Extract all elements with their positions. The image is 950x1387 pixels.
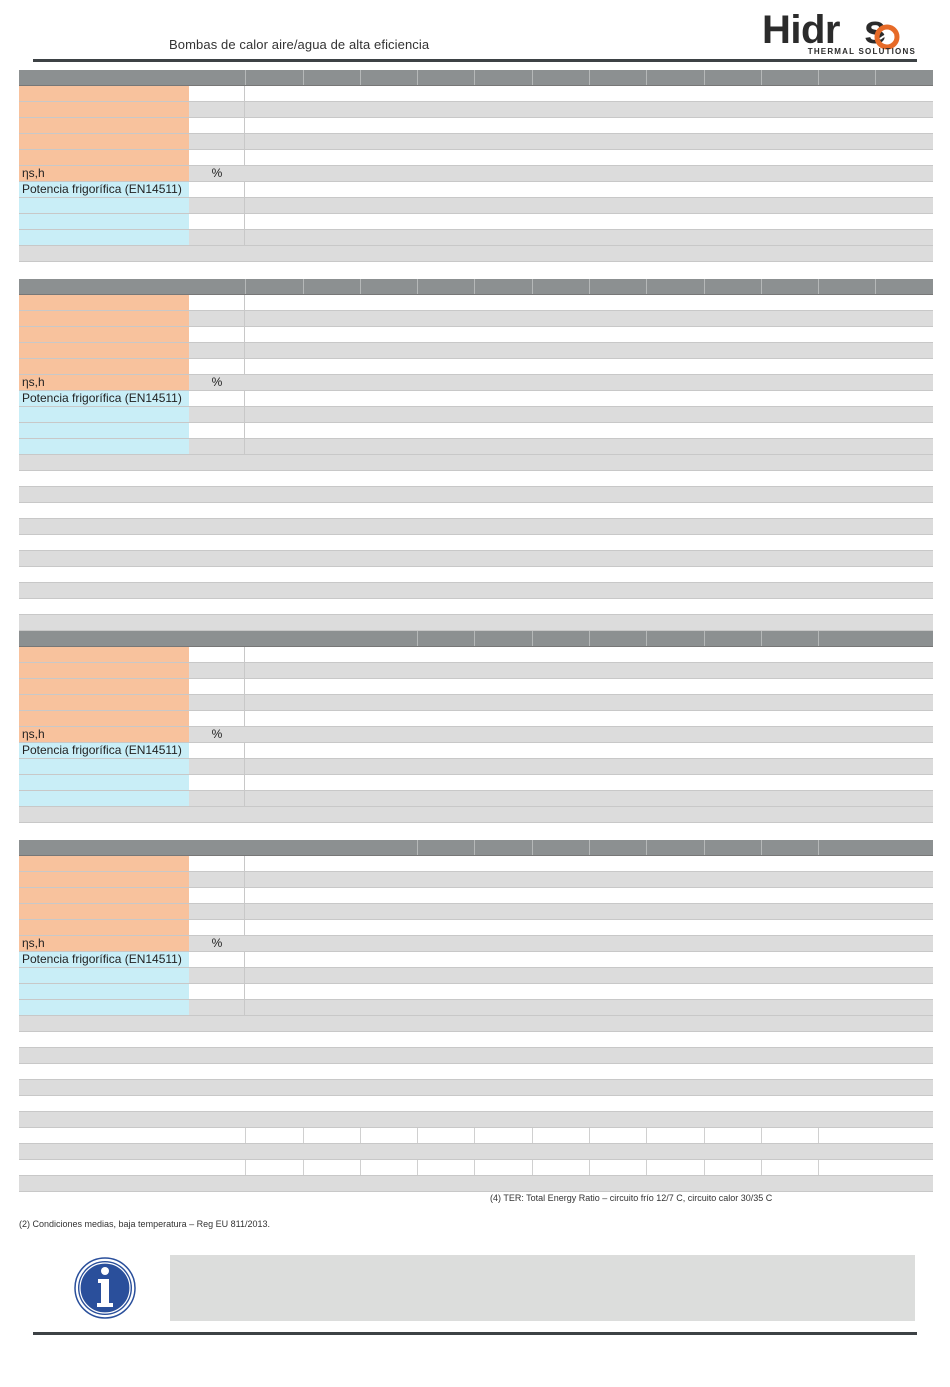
unit-cell — [189, 695, 245, 710]
column-dividers — [19, 631, 933, 646]
column-divider — [245, 1160, 246, 1175]
row-label — [19, 904, 189, 919]
table-row — [19, 311, 933, 327]
column-divider — [532, 1160, 533, 1175]
brand-logo — [762, 8, 920, 58]
column-divider — [875, 70, 876, 85]
table-row — [19, 1064, 933, 1080]
column-divider — [532, 840, 533, 855]
unit-cell — [189, 134, 245, 149]
table-row — [19, 727, 933, 743]
table-row — [19, 1160, 933, 1176]
column-dividers — [19, 840, 933, 855]
row-label — [19, 343, 189, 358]
column-divider — [646, 279, 647, 294]
column-divider — [761, 1128, 762, 1143]
unit-cell — [189, 711, 245, 726]
unit-cell — [189, 407, 245, 422]
table-row — [19, 711, 933, 727]
table-row — [19, 423, 933, 439]
column-divider — [589, 70, 590, 85]
row-label-efficiency: ηs,h — [19, 936, 189, 951]
column-divider — [474, 840, 475, 855]
row-label-cooling-capacity: Potencia frigorífica (EN14511) — [19, 391, 189, 406]
row-label — [19, 102, 189, 117]
unit-cell — [189, 359, 245, 374]
table-row — [19, 1128, 933, 1144]
table-row — [19, 439, 933, 455]
column-divider — [704, 840, 705, 855]
table-row — [19, 743, 933, 759]
unit-cell — [189, 391, 245, 406]
unit-cell — [189, 920, 245, 935]
header-rule — [33, 59, 917, 62]
column-divider — [245, 279, 246, 294]
column-divider — [417, 70, 418, 85]
row-label — [19, 295, 189, 310]
unit-cell — [189, 743, 245, 758]
column-divider — [360, 70, 361, 85]
column-divider — [474, 1160, 475, 1175]
column-divider — [818, 70, 819, 85]
unit-cell — [189, 904, 245, 919]
logo-wordmark: Hidr s — [762, 8, 886, 52]
unit-cell — [189, 759, 245, 774]
table-row — [19, 1016, 933, 1032]
table-row — [19, 455, 933, 471]
column-divider — [818, 631, 819, 646]
table-row — [19, 407, 933, 423]
table-row — [19, 775, 933, 791]
column-divider — [360, 1128, 361, 1143]
table-row — [19, 535, 933, 551]
table-row — [19, 856, 933, 872]
row-label — [19, 663, 189, 678]
logo-tagline: THERMAL SOLUTIONS — [807, 47, 916, 56]
unit-cell — [189, 791, 245, 806]
row-label-cooling-capacity: Potencia frigorífica (EN14511) — [19, 952, 189, 967]
table-row — [19, 1048, 933, 1064]
unit-cell — [189, 984, 245, 999]
column-divider — [761, 70, 762, 85]
column-divider — [417, 840, 418, 855]
column-divider — [704, 1128, 705, 1143]
table-row — [19, 904, 933, 920]
unit-cell: % — [211, 375, 223, 389]
unit-cell — [189, 872, 245, 887]
table-row — [19, 246, 933, 262]
table-row — [19, 182, 933, 198]
row-label — [19, 647, 189, 662]
table-row — [19, 1080, 933, 1096]
unit-cell — [189, 647, 245, 662]
table-row — [19, 952, 933, 968]
column-divider — [474, 631, 475, 646]
column-divider — [761, 840, 762, 855]
column-divider — [360, 279, 361, 294]
column-divider — [303, 279, 304, 294]
table-row — [19, 343, 933, 359]
unit-cell — [189, 327, 245, 342]
table-row — [19, 615, 933, 631]
table-row — [19, 1112, 933, 1128]
column-divider — [589, 840, 590, 855]
row-label — [19, 214, 189, 229]
column-divider — [818, 1128, 819, 1143]
row-label — [19, 791, 189, 806]
table-row — [19, 150, 933, 166]
table-row — [19, 230, 933, 246]
unit-cell — [189, 295, 245, 310]
unit-cell — [189, 182, 245, 197]
table-row — [19, 791, 933, 807]
unit-cell — [189, 663, 245, 678]
row-label — [19, 327, 189, 342]
unit-cell — [189, 214, 245, 229]
table-row — [19, 295, 933, 311]
column-divider — [818, 840, 819, 855]
row-label-efficiency: ηs,h — [19, 727, 189, 742]
column-divider — [589, 1128, 590, 1143]
row-label-efficiency: ηs,h — [19, 375, 189, 390]
row-label — [19, 86, 189, 101]
table-row — [19, 984, 933, 1000]
column-divider — [761, 1160, 762, 1175]
row-label — [19, 407, 189, 422]
table-row — [19, 599, 933, 615]
table-row — [19, 968, 933, 984]
row-label-cooling-capacity: Potencia frigorífica (EN14511) — [19, 743, 189, 758]
column-divider — [303, 1160, 304, 1175]
column-divider — [532, 279, 533, 294]
column-divider — [417, 279, 418, 294]
table-row — [19, 327, 933, 343]
row-label — [19, 439, 189, 454]
table-row — [19, 198, 933, 214]
table-row — [19, 551, 933, 567]
unit-cell — [189, 343, 245, 358]
column-divider — [245, 70, 246, 85]
column-divider — [646, 1128, 647, 1143]
column-divider — [589, 631, 590, 646]
row-label — [19, 888, 189, 903]
column-divider — [360, 1160, 361, 1175]
table-row — [19, 375, 933, 391]
column-divider — [818, 279, 819, 294]
table-row — [19, 134, 933, 150]
table-row — [19, 503, 933, 519]
column-divider — [589, 1160, 590, 1175]
column-divider — [589, 279, 590, 294]
row-label — [19, 423, 189, 438]
unit-cell — [189, 968, 245, 983]
unit-cell — [189, 888, 245, 903]
row-label — [19, 711, 189, 726]
footnote-4: (4) TER: Total Energy Ratio – circuito frío 12/7 C, circuito calor 30/35 C — [490, 1193, 773, 1203]
unit-cell — [189, 86, 245, 101]
unit-cell — [189, 679, 245, 694]
table-row — [19, 759, 933, 775]
unit-cell: % — [211, 936, 223, 950]
column-divider — [704, 279, 705, 294]
unit-cell — [189, 118, 245, 133]
column-divider — [474, 279, 475, 294]
row-label — [19, 311, 189, 326]
column-dividers — [19, 279, 933, 294]
row-label — [19, 872, 189, 887]
table-row — [19, 359, 933, 375]
table-row — [19, 663, 933, 679]
footnote-2: (2) Condiciones medias, baja temperatura – Reg EU 811/2013. — [19, 1219, 270, 1229]
column-divider — [245, 1128, 246, 1143]
document-subtitle: Bombas de calor aire/agua de alta eficiencia — [169, 37, 430, 52]
column-divider — [646, 840, 647, 855]
table-row — [19, 214, 933, 230]
column-divider — [532, 631, 533, 646]
column-divider — [704, 631, 705, 646]
unit-cell — [189, 311, 245, 326]
column-dividers — [19, 70, 933, 85]
table-row — [19, 647, 933, 663]
row-label — [19, 150, 189, 165]
column-divider — [532, 70, 533, 85]
table-row — [19, 807, 933, 823]
table-row — [19, 1096, 933, 1112]
column-dividers — [19, 1160, 933, 1175]
table-row — [19, 695, 933, 711]
table-row — [19, 118, 933, 134]
column-divider — [704, 1160, 705, 1175]
unit-cell — [189, 230, 245, 245]
table-row — [19, 1032, 933, 1048]
table-header-row — [19, 631, 933, 647]
column-divider — [303, 1128, 304, 1143]
table-row — [19, 1000, 933, 1016]
table-row — [19, 1144, 933, 1160]
column-divider — [646, 631, 647, 646]
table-row — [19, 519, 933, 535]
table-row — [19, 487, 933, 503]
table-row — [19, 166, 933, 182]
column-divider — [818, 1160, 819, 1175]
row-label — [19, 1000, 189, 1015]
unit-cell — [189, 1000, 245, 1015]
column-divider — [474, 70, 475, 85]
unit-cell — [189, 198, 245, 213]
table-row — [19, 936, 933, 952]
footer-rule — [33, 1332, 917, 1335]
table-row — [19, 1176, 933, 1192]
column-divider — [303, 70, 304, 85]
row-label — [19, 920, 189, 935]
table-row — [19, 567, 933, 583]
row-label — [19, 359, 189, 374]
info-icon — [74, 1257, 136, 1319]
column-dividers — [19, 1128, 933, 1143]
table-header-row — [19, 70, 933, 86]
table-row — [19, 888, 933, 904]
column-divider — [761, 631, 762, 646]
table-row — [19, 872, 933, 888]
row-label — [19, 984, 189, 999]
table-header-row — [19, 840, 933, 856]
column-divider — [474, 1128, 475, 1143]
row-label — [19, 198, 189, 213]
table-row — [19, 679, 933, 695]
table-row — [19, 86, 933, 102]
unit-cell — [189, 102, 245, 117]
column-divider — [704, 70, 705, 85]
table-row — [19, 391, 933, 407]
column-divider — [417, 1128, 418, 1143]
unit-cell — [189, 150, 245, 165]
unit-cell — [189, 423, 245, 438]
row-label-efficiency: ηs,h — [19, 166, 189, 181]
table-row — [19, 102, 933, 118]
table-row — [19, 920, 933, 936]
column-divider — [417, 1160, 418, 1175]
column-divider — [646, 1160, 647, 1175]
info-box — [170, 1255, 915, 1321]
column-divider — [761, 279, 762, 294]
row-label — [19, 695, 189, 710]
unit-cell — [189, 952, 245, 967]
unit-cell — [189, 439, 245, 454]
row-label — [19, 856, 189, 871]
column-divider — [417, 631, 418, 646]
table-row — [19, 471, 933, 487]
unit-cell — [189, 775, 245, 790]
unit-cell — [189, 856, 245, 871]
table-row — [19, 583, 933, 599]
unit-cell: % — [211, 166, 223, 180]
row-label — [19, 230, 189, 245]
row-label-cooling-capacity: Potencia frigorífica (EN14511) — [19, 182, 189, 197]
row-label — [19, 775, 189, 790]
row-label — [19, 118, 189, 133]
column-divider — [646, 70, 647, 85]
row-label — [19, 679, 189, 694]
row-label — [19, 968, 189, 983]
column-divider — [532, 1128, 533, 1143]
unit-cell: % — [211, 727, 223, 741]
table-header-row — [19, 279, 933, 295]
column-divider — [875, 279, 876, 294]
row-label — [19, 759, 189, 774]
row-label — [19, 134, 189, 149]
